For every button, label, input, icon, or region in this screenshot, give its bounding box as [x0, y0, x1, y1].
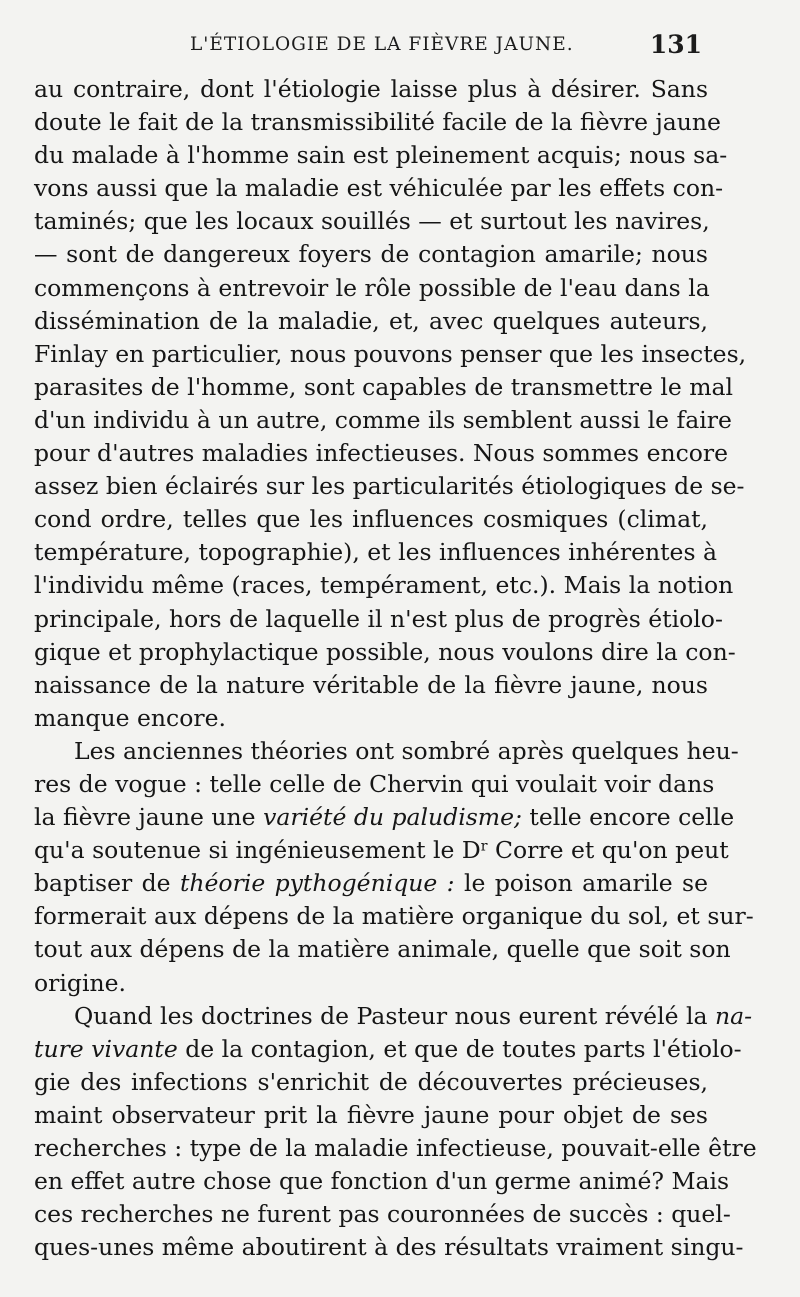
text-line	[34, 371, 734, 404]
text-span: l'individu même (races, tempérament, etc.). Mais la notion	[34, 571, 734, 600]
text-line	[34, 338, 747, 371]
text-span: baptiser de	[34, 869, 180, 898]
text-line	[34, 404, 732, 437]
text-span: de la contagion, et que de toutes parts l'étiolo-	[177, 1034, 742, 1063]
text-line	[34, 272, 708, 305]
text-line	[34, 172, 724, 205]
text-line	[34, 1099, 708, 1132]
text-line	[34, 801, 735, 834]
text-line	[34, 1033, 742, 1066]
text-span: tout aux dépens de la matière animale, quelle que soit son	[34, 935, 731, 964]
text-span: en effet autre chose que fonction d'un germe animé? Mais	[34, 1167, 730, 1196]
paragraph	[34, 73, 747, 735]
text-line	[34, 834, 729, 867]
text-line	[34, 437, 729, 470]
text-line	[34, 636, 736, 669]
text-span: principale, hors de laquelle il n'est plus de progrès étiolo-	[34, 604, 723, 633]
text-line	[34, 603, 723, 636]
italic-span: ture vivante	[34, 1034, 178, 1063]
text-span: commençons à entrevoir le rôle possible de l'eau dans la	[34, 273, 710, 302]
text-line	[34, 139, 728, 172]
text-span: la fièvre jaune une	[34, 803, 264, 832]
text-line	[34, 967, 708, 1000]
text-span: au contraire, dont l'étiologie laisse plus à désirer. Sans	[34, 75, 708, 103]
text-span: gie des infections s'enrichit de découvertes précieuses,	[34, 1067, 708, 1096]
text-line	[34, 1132, 757, 1165]
page-number: 131	[649, 30, 702, 59]
text-line	[34, 205, 708, 238]
italic-span: théorie pythogénique :	[179, 869, 455, 898]
text-span: recherches : type de la maladie infectieuse, pouvait-elle être	[34, 1134, 757, 1162]
text-span: Corre et qu'on peut	[487, 836, 729, 865]
text-span: Quand les doctrines de Pasteur nous eurent révélé la	[74, 1001, 715, 1030]
text-span: ques-unes même aboutirent à des résultats vraiment singu-	[34, 1233, 744, 1262]
text-line	[34, 1165, 730, 1198]
body-text	[34, 73, 757, 1264]
text-span: dissémination de la maladie, et, avec quelques auteurs,	[34, 306, 708, 335]
text-span: — sont de dangereux foyers de contagion amarile; nous	[34, 240, 708, 269]
text-span: le poison amarile se	[454, 869, 708, 898]
text-line	[34, 569, 734, 602]
text-span: naissance de la nature véritable de la fièvre jaune, nous	[34, 670, 708, 699]
superscript: r	[480, 838, 488, 855]
text-span: telle encore celle	[521, 803, 735, 832]
text-span: vons aussi que la maladie est véhiculée par les effets con-	[34, 174, 724, 203]
text-line	[34, 933, 731, 966]
text-span: qu'a soutenue si ingénieusement le D	[34, 836, 481, 865]
text-line	[34, 1231, 744, 1264]
text-span: taminés; que les locaux souillés — et surtout les navires,	[34, 207, 710, 236]
paragraph	[34, 735, 754, 1000]
text-span: Finlay en particulier, nous pouvons penser que les insectes,	[34, 339, 747, 368]
text-span: gique et prophylactique possible, nous voulons dire la con-	[34, 637, 736, 666]
text-line	[34, 503, 708, 536]
running-title: L'ÉTIOLOGIE DE LA FIÈVRE JAUNE.	[190, 34, 574, 55]
text-span: cond ordre, telles que les influences cosmiques (climat,	[34, 505, 708, 534]
text-line	[34, 305, 708, 338]
text-span: formerait aux dépens de la matière organique du sol, et sur-	[34, 902, 754, 931]
text-span: res de vogue : telle celle de Chervin qui voulait voir dans	[34, 769, 715, 798]
text-span: assez bien éclairés sur les particularités étiologiques de se-	[34, 472, 745, 501]
text-line	[34, 702, 708, 735]
text-line	[34, 768, 715, 801]
text-line	[34, 1000, 753, 1033]
text-span: manque encore.	[34, 703, 226, 732]
text-span: origine.	[34, 968, 126, 997]
text-span: du malade à l'homme sain est pleinement acquis; nous sa-	[34, 141, 728, 170]
text-line	[34, 238, 708, 271]
italic-span: na-	[714, 1001, 753, 1030]
text-span: doute le fait de la transmissibilité facile de la fièvre jaune	[34, 108, 721, 137]
italic-span: variété du paludisme;	[263, 803, 522, 832]
text-line	[34, 1198, 731, 1231]
text-line	[34, 106, 721, 139]
text-line	[34, 1066, 708, 1099]
text-line	[34, 900, 754, 933]
page-header	[0, 30, 800, 66]
text-span: Les anciennes théories ont sombré après quelques heu-	[74, 736, 739, 765]
text-line	[34, 470, 745, 503]
text-line	[34, 735, 739, 768]
text-line	[34, 73, 708, 106]
text-span: parasites de l'homme, sont capables de transmettre le mal	[34, 372, 734, 401]
text-span: pour d'autres maladies infectieuses. Nous sommes encore	[34, 439, 729, 468]
text-line	[34, 669, 708, 702]
paragraph	[34, 1000, 757, 1265]
text-line	[34, 867, 708, 900]
text-line	[34, 536, 718, 569]
text-span: température, topographie), et les influences inhérentes à	[34, 538, 718, 567]
text-span: ces recherches ne furent pas couronnées de succès : quel-	[34, 1200, 731, 1229]
text-span: d'un individu à un autre, comme ils semblent aussi le faire	[34, 405, 732, 434]
text-span: maint observateur prit la fièvre jaune pour objet de ses	[34, 1100, 708, 1129]
